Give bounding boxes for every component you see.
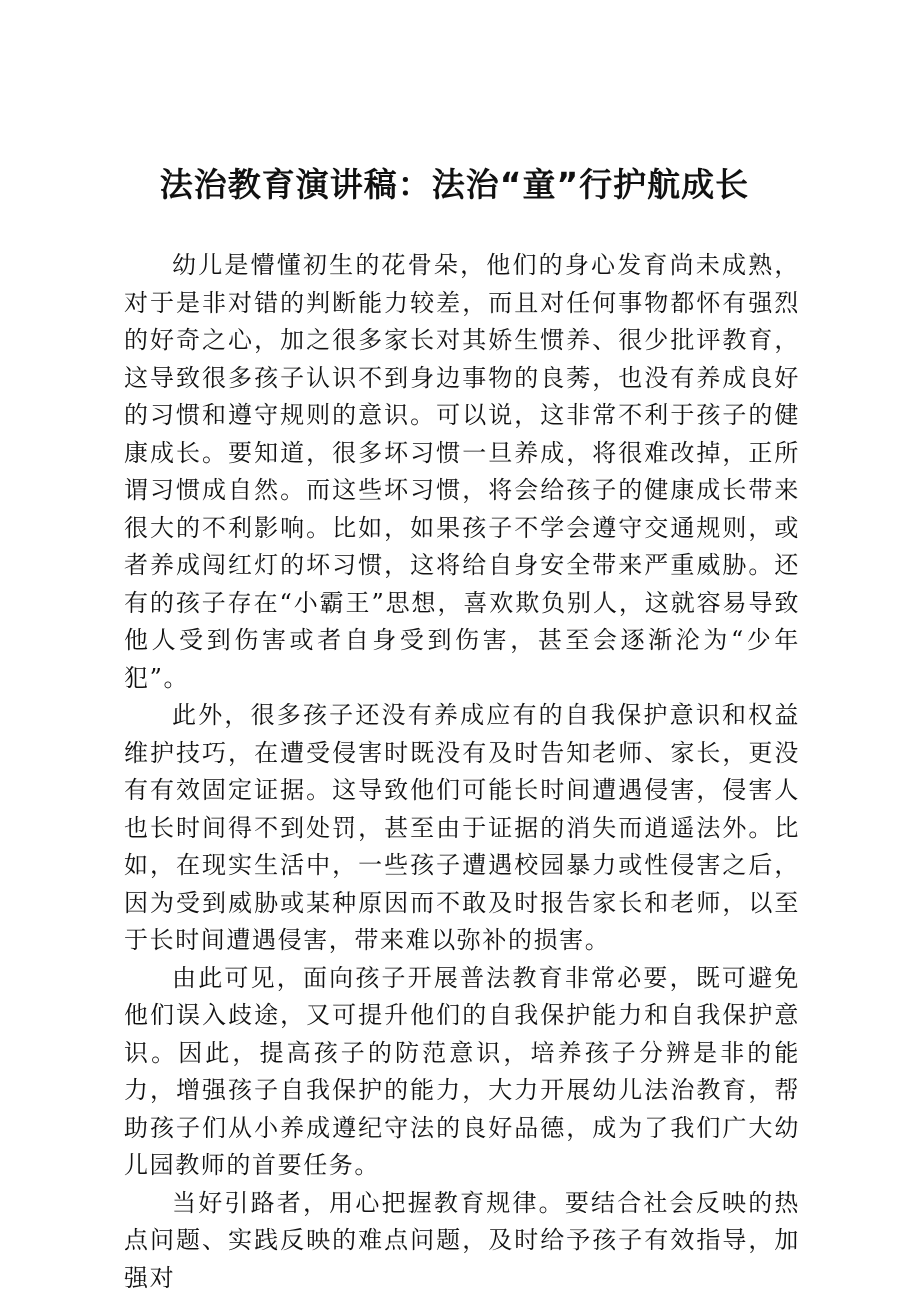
paragraph: 由此可见，面向孩子开展普法教育非常必要，既可避免他们误入歧途，又可提升他们的自我保护能力和自我保护意识。因此，提高孩子的防范意识，培养孩子分辨是非的能力，增强孩子自我保护的能力，大力开展幼儿法治教育，帮助孩子们从小养成遵纪守法的良好品德，成为了我们广大幼儿园教师的首要任务。 (124, 960, 800, 1185)
paragraph: 此外，很多孩子还没有养成应有的自我保护意识和权益维护技巧，在遭受侵害时既没有及时告知老师、家长，更没有有效固定证据。这导致他们可能长时间遭遇侵害，侵害人也长时间得不到处罚，甚至由于证据的消失而逍遥法外。比如，在现实生活中，一些孩子遭遇校园暴力或性侵害之后，因为受到威胁或某种原因而不敢及时报告家长和老师，以至于长时间遭遇侵害，带来难以弥补的损害。 (124, 697, 800, 960)
document-body (124, 247, 800, 1297)
document-title: 法治教育演讲稿：法治“童”行护航成长 (0, 160, 909, 210)
paragraph: 幼儿是懵懂初生的花骨朵，他们的身心发育尚未成熟，对于是非对错的判断能力较差，而且对任何事物都怀有强烈的好奇之心，加之很多家长对其娇生惯养、很少批评教育，这导致很多孩子认识不到身边事物的良莠，也没有养成良好的习惯和遵守规则的意识。可以说，这非常不利于孩子的健康成长。要知道，很多坏习惯一旦养成，将很难改掉，正所谓习惯成自然。而这些坏习惯，将会给孩子的健康成长带来很大的不利影响。比如，如果孩子不学会遵守交通规则，或者养成闯红灯的坏习惯，这将给自身安全带来严重威胁。还有的孩子存在“小霸王”思想，喜欢欺负别人，这就容易导致他人受到伤害或者自身受到伤害，甚至会逐渐沦为“少年犯”。 (124, 247, 800, 697)
paragraph: 当好引路者，用心把握教育规律。要结合社会反映的热点问题、实践反映的难点问题，及时给予孩子有效指导，加强对 (124, 1185, 800, 1297)
